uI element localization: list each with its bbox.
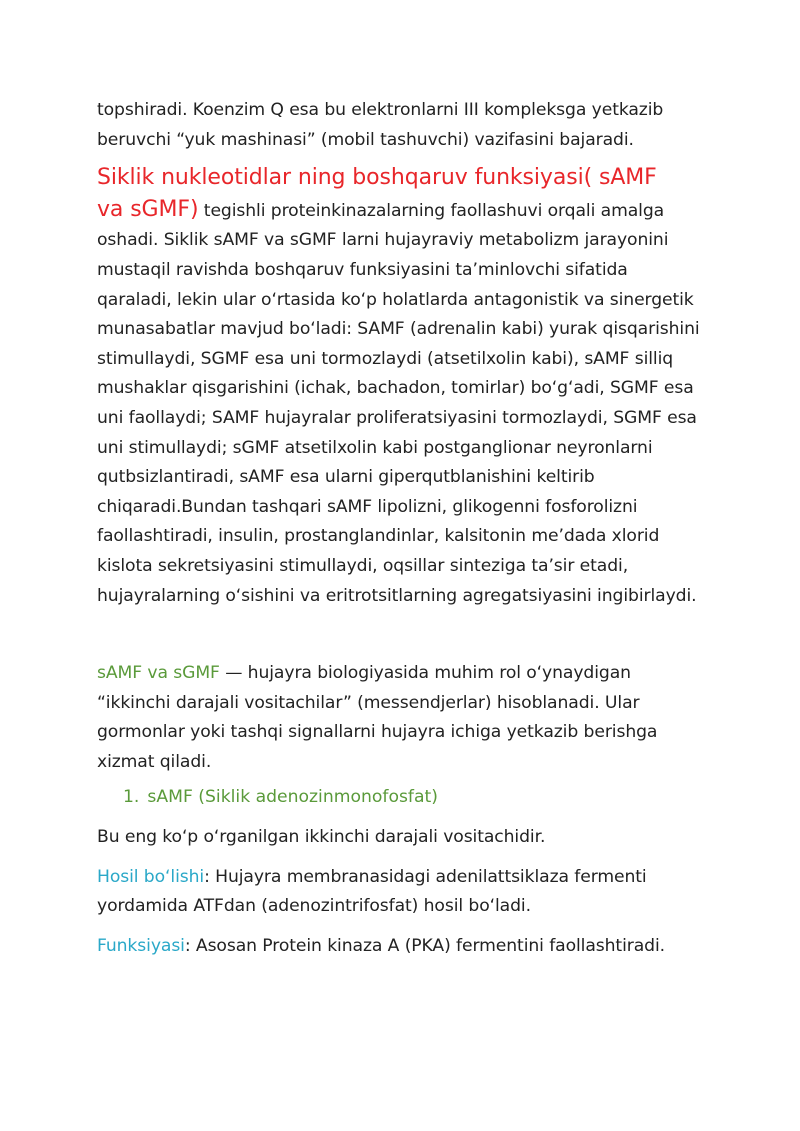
funk-label: Funksiyasi <box>97 935 185 956</box>
document-page <box>97 96 707 961</box>
list-number: 1. <box>123 787 140 808</box>
samf-sgmf-text: — hujayra biologiyasida muhim rol o‘ynaydigan “ikkinchi darajali vositachilar” (messendjerlar) hisoblanadi. Ular gormonlar yoki tashqi signallarni hujayra ichiga yetkazib berishga xizmat qiladi. <box>97 663 658 772</box>
paragraph-samf-sgmf <box>97 659 707 777</box>
paragraph-funksiyasi <box>97 932 707 962</box>
hosil-text: : Hujayra membranasidagi adenilattsiklaza fermenti yordamida ATFdan (adenozintrifosfat) hosil bo‘ladi. <box>97 866 647 917</box>
heading-red-line1: Siklik nukleotidlar ning boshqaruv funksiyasi( sAMF <box>97 165 657 191</box>
samf-sgmf-label: sAMF va sGMF <box>97 663 220 684</box>
paragraph-hosil <box>97 863 707 922</box>
funk-text: : Asosan Protein kinaza A (PKA) fermentini faollashtiradi. <box>184 935 665 956</box>
hosil-label: Hosil bo‘lishi <box>97 866 205 887</box>
paragraph-main-text: tegishli proteinkinazalarning faollashuvi orqali amalga oshadi. Siklik sAMF va sGMF larni hujayraviy metabolizm jarayonini mustaqil ravishda boshqaruv funksiyasini ta’minlovchi sifatida qaraladi, lekin ular o‘rtasida ko‘p holatlarda antagonistik va sinergetik munasabatlar mavjud bo‘ladi: SAMF (adrenalin kabi) yurak qisqarishini stimullaydi, SGMF esa uni tormozlaydi (atsetilxolin kabi), sAMF silliq mushaklar qisgarishini (ichak, bachadon, tomirlar) bo‘g‘adi, SGMF esa uni faollaydi; SAMF hujayralar proliferatsiyasini tormozlaydi, SGMF esa uni stimullaydi; sGMF atsetilxolin kabi postganglionar neyronlarni qutbsizlantiradi, sAMF esa ularni giperqutblanishini keltirib chiqaradi.Bundan tashqari sAMF lipolizni, glikogenni fosforolizni faollashtiradi, insulin, prostanglandinlar, kalsitonin me’dada xlorid kislota sekretsiyasini stimullaydi, oqsillar sinteziga ta’sir etadi, hujayralarning o‘sishini va eritrotsitlarning agregatsiyasini ingibirlaydi. <box>97 200 700 606</box>
heading-red-line2: va sGMF) <box>97 196 199 222</box>
paragraph-intro: topshiradi. Koenzim Q esa bu elektronlarni III kompleksga yetkazib beruvchi “yuk mashinasi” (mobil tashuvchi) vazifasini bajaradi. <box>97 100 664 150</box>
paragraph-cyclic-nucleotides <box>97 163 707 611</box>
paragraph-studied: Bu eng ko‘p o‘rganilgan ikkinchi darajali vositachidir. <box>97 827 546 848</box>
list-item-label: sAMF (Siklik adenozinmonofosfat) <box>147 787 438 808</box>
list-item <box>123 783 707 813</box>
